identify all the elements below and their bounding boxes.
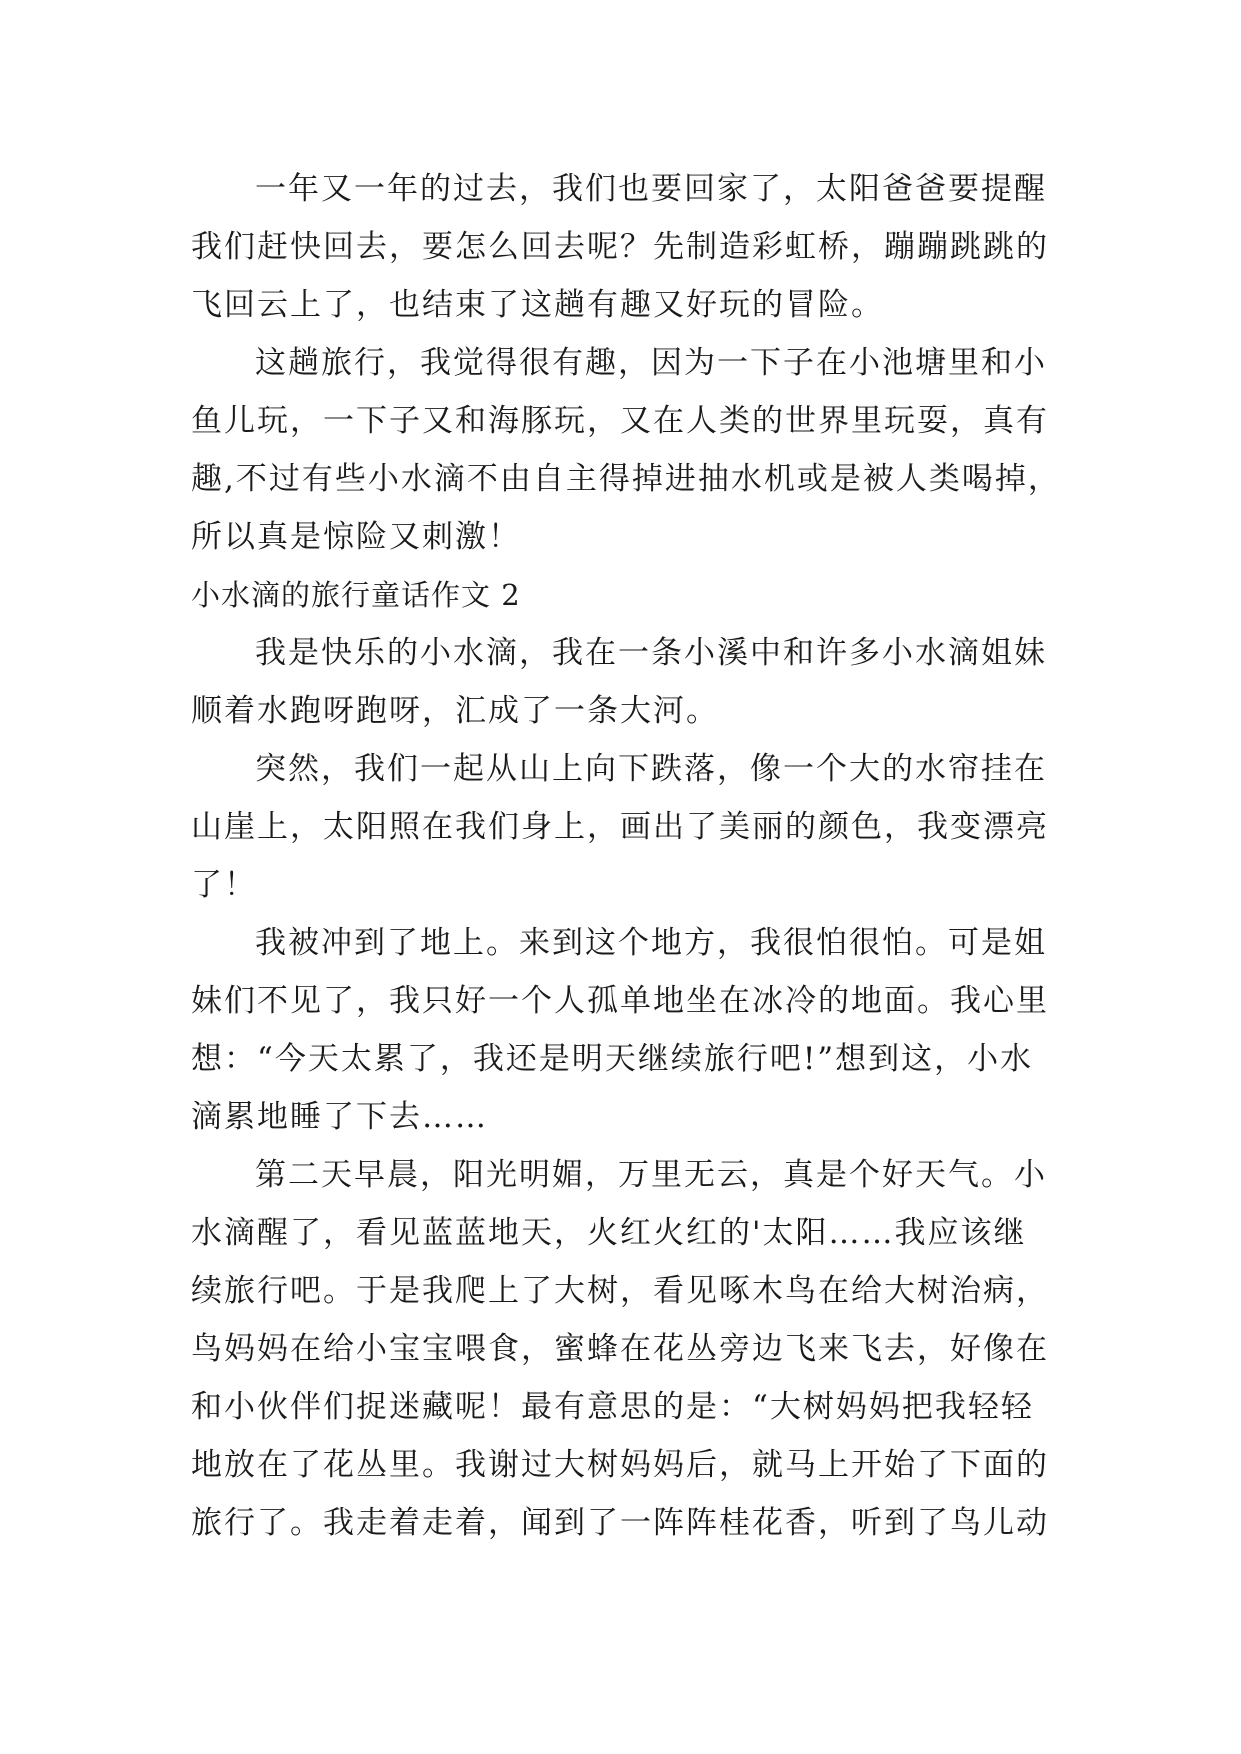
text-line: 妹们不见了，我只好一个人孤单地坐在冰冷的地面。我心里 <box>191 983 1049 1019</box>
text-line: 滴累地睡了下去…… <box>191 1099 488 1135</box>
section-heading: 小水滴的旅行童话作文 2 <box>191 578 521 612</box>
text-line: 我们赶快回去，要怎么回去呢？先制造彩虹桥，蹦蹦跳跳的 <box>191 229 1049 265</box>
text-line: 想：“今天太累了，我还是明天继续旅行吧!”想到这，小水 <box>191 1041 1034 1077</box>
document-page <box>191 160 1061 1552</box>
text-line: 续旅行吧。于是我爬上了大树，看见啄木鸟在给大树治病， <box>191 1273 1049 1309</box>
text-line: 顺着水跑呀跑呀，汇成了一条大河。 <box>191 693 719 729</box>
text-line: 鱼儿玩，一下子又和海豚玩，又在人类的世界里玩耍，真有 <box>191 403 1049 439</box>
text-line: 山崖上，太阳照在我们身上，画出了美丽的颜色，我变漂亮 <box>191 809 1049 845</box>
text-line: 这趟旅行，我觉得很有趣，因为一下子在小池塘里和小 <box>255 345 1047 381</box>
text-line: 趣,不过有些小水滴不由自主得掉进抽水机或是被人类喝掉， <box>191 461 1061 497</box>
text-line: 飞回云上了，也结束了这趟有趣又好玩的冒险。 <box>191 287 884 323</box>
text-line: 鸟妈妈在给小宝宝喂食，蜜蜂在花丛旁边飞来飞去，好像在 <box>191 1331 1049 1367</box>
text-line: 水滴醒了，看见蓝蓝地天，火红火红的'太阳……我应该继 <box>191 1215 1027 1251</box>
text-line: 第二天早晨，阳光明媚，万里无云，真是个好天气。小 <box>255 1157 1047 1193</box>
text-line: 地放在了花丛里。我谢过大树妈妈后，就马上开始了下面的 <box>191 1447 1049 1483</box>
text-line: 和小伙伴们捉迷藏呢！最有意思的是：“大树妈妈把我轻轻 <box>191 1389 1034 1425</box>
text-line: 我是快乐的小水滴，我在一条小溪中和许多小水滴姐妹 <box>255 635 1047 671</box>
text-line: 突然，我们一起从山上向下跌落，像一个大的水帘挂在 <box>255 751 1047 787</box>
text-line: 一年又一年的过去，我们也要回家了，太阳爸爸要提醒 <box>255 171 1047 207</box>
text-line: 所以真是惊险又刺激！ <box>191 519 521 555</box>
text-line: 了！ <box>191 867 257 903</box>
text-line: 旅行了。我走着走着，闻到了一阵阵桂花香，听到了鸟儿动 <box>191 1505 1049 1541</box>
text-line: 我被冲到了地上。来到这个地方，我很怕很怕。可是姐 <box>255 925 1047 961</box>
